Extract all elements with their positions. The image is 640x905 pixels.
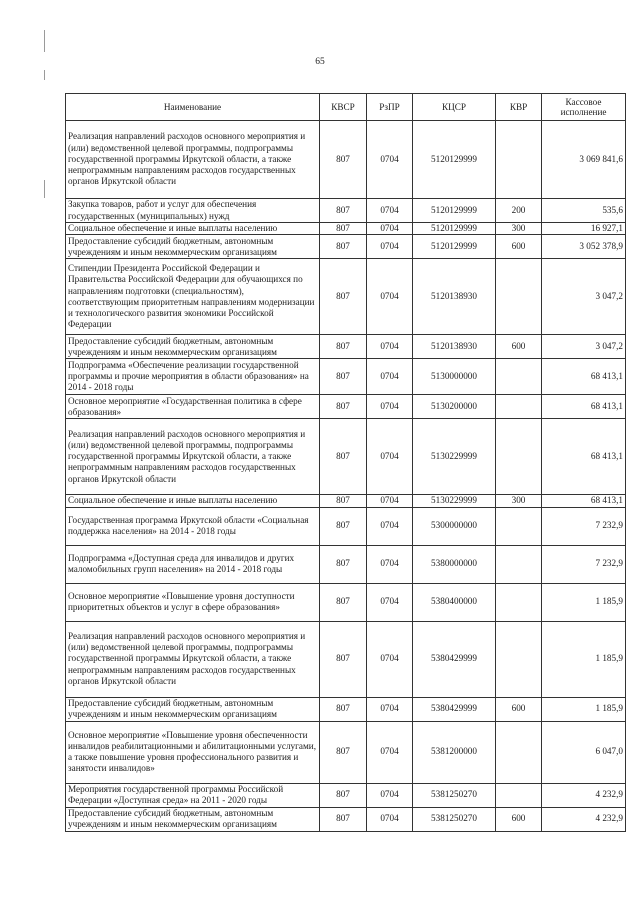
cell-rzpr: 0704	[367, 235, 413, 259]
cell-name: Предоставление субсидий бюджетным, автономным учреждениям и иным некоммерческим организациям	[66, 807, 320, 831]
cell-rzpr: 0704	[367, 359, 413, 395]
cell-name: Стипендии Президента Российской Федерации и Правительства Российской Федерации для обучающихся по направлениям подготовки (специальностям), соответствующим приоритетным направлениям модернизации и технологического развития экономики Российской Федерации	[66, 259, 320, 335]
cell-kvsr: 807	[320, 259, 367, 335]
cell-amount: 1 185,9	[542, 697, 626, 721]
cell-kvr	[496, 395, 542, 419]
cell-kvr	[496, 359, 542, 395]
cell-rzpr: 0704	[367, 495, 413, 507]
cell-kvsr: 807	[320, 783, 367, 807]
cell-kvr	[496, 583, 542, 621]
table-header-row	[66, 94, 626, 121]
table-row	[66, 721, 626, 783]
cell-name: Закупка товаров, работ и услуг для обеспечения государственных (муниципальных) нужд	[66, 199, 320, 223]
cell-amount: 535,6	[542, 199, 626, 223]
cell-amount: 3 052 378,9	[542, 235, 626, 259]
cell-kvsr: 807	[320, 419, 367, 495]
table-row	[66, 697, 626, 721]
cell-kcsr: 5380429999	[413, 621, 496, 697]
cell-kcsr: 5381250270	[413, 783, 496, 807]
cell-kcsr: 5300000000	[413, 507, 496, 545]
cell-kcsr: 5380429999	[413, 697, 496, 721]
cell-kcsr: 5120129999	[413, 223, 496, 235]
cell-kvr	[496, 721, 542, 783]
page-number: 65	[315, 57, 325, 67]
header-kvr: КВР	[496, 94, 542, 121]
cell-name: Основное мероприятие «Государственная политика в сфере образования»	[66, 395, 320, 419]
cell-kvsr: 807	[320, 335, 367, 359]
header-kcsr: КЦСР	[413, 94, 496, 121]
cell-rzpr: 0704	[367, 507, 413, 545]
table-row	[66, 223, 626, 235]
cell-kvr: 300	[496, 223, 542, 235]
table-row	[66, 783, 626, 807]
cell-name: Основное мероприятие «Повышение уровня доступности приоритетных объектов и услуг в сфере образования»	[66, 583, 320, 621]
cell-kvr	[496, 419, 542, 495]
cell-amount: 4 232,9	[542, 807, 626, 831]
header-kvsr: КВСР	[320, 94, 367, 121]
cell-name: Реализация направлений расходов основного мероприятия и (или) ведомственной целевой программы, подпрограммы государственной программы Иркутской области, а также непрограммным направлениям расходов государственных органов Иркутской области	[66, 621, 320, 697]
cell-kcsr: 5120129999	[413, 121, 496, 199]
cell-name: Предоставление субсидий бюджетным, автономным учреждениям и иным некоммерческим организациям	[66, 697, 320, 721]
cell-name: Реализация направлений расходов основного мероприятия и (или) ведомственной целевой программы, подпрограммы государственной программы Иркутской области, а также непрограммным направлениям расходов государственных органов Иркутской области	[66, 419, 320, 495]
cell-rzpr: 0704	[367, 419, 413, 495]
cell-amount: 68 413,1	[542, 495, 626, 507]
cell-amount: 3 047,2	[542, 259, 626, 335]
cell-amount: 7 232,9	[542, 545, 626, 583]
cell-kvsr: 807	[320, 583, 367, 621]
cell-amount: 1 185,9	[542, 621, 626, 697]
header-name: Наименование	[66, 94, 320, 121]
cell-rzpr: 0704	[367, 721, 413, 783]
cell-kvsr: 807	[320, 807, 367, 831]
cell-rzpr: 0704	[367, 783, 413, 807]
cell-kvsr: 807	[320, 223, 367, 235]
cell-kvr	[496, 507, 542, 545]
cell-kcsr: 5130229999	[413, 495, 496, 507]
cell-amount: 3 047,2	[542, 335, 626, 359]
cell-kcsr: 5120138930	[413, 259, 496, 335]
table-row	[66, 419, 626, 495]
cell-name: Социальное обеспечение и иные выплаты населению	[66, 223, 320, 235]
cell-rzpr: 0704	[367, 121, 413, 199]
cell-kvr: 300	[496, 495, 542, 507]
header-rzpr: РзПР	[367, 94, 413, 121]
cell-kcsr: 5381200000	[413, 721, 496, 783]
table-row	[66, 807, 626, 831]
cell-amount: 68 413,1	[542, 359, 626, 395]
cell-kvsr: 807	[320, 507, 367, 545]
cell-kvr: 600	[496, 235, 542, 259]
table-row	[66, 335, 626, 359]
cell-amount: 4 232,9	[542, 783, 626, 807]
cell-amount: 68 413,1	[542, 395, 626, 419]
cell-kcsr: 5130200000	[413, 395, 496, 419]
cell-kvsr: 807	[320, 545, 367, 583]
cell-kvr	[496, 259, 542, 335]
cell-rzpr: 0704	[367, 335, 413, 359]
cell-rzpr: 0704	[367, 223, 413, 235]
cell-kvr	[496, 783, 542, 807]
cell-amount: 16 927,1	[542, 223, 626, 235]
cell-amount: 1 185,9	[542, 583, 626, 621]
cell-kcsr: 5120138930	[413, 335, 496, 359]
cell-name: Предоставление субсидий бюджетным, автономным учреждениям и иным некоммерческим организациям	[66, 235, 320, 259]
cell-rzpr: 0704	[367, 621, 413, 697]
cell-amount: 7 232,9	[542, 507, 626, 545]
cell-name: Государственная программа Иркутской области «Социальная поддержка населения» на 2014 - 2018 годы	[66, 507, 320, 545]
cell-kvsr: 807	[320, 721, 367, 783]
cell-name: Основное мероприятие «Повышение уровня обеспеченности инвалидов реабилитационными и абилитационными услугами, а также повышение уровня профессионального развития и занятости инвалидов»	[66, 721, 320, 783]
cell-name: Реализация направлений расходов основного мероприятия и (или) ведомственной целевой программы, подпрограммы государственной программы Иркутской области, а также непрограммным направлениям расходов государственных органов Иркутской области	[66, 121, 320, 199]
cell-kcsr: 5130000000	[413, 359, 496, 395]
cell-kvr	[496, 121, 542, 199]
header-amount: Кассовое исполнение	[542, 94, 626, 121]
cell-amount: 3 069 841,6	[542, 121, 626, 199]
table-row	[66, 121, 626, 199]
cell-kcsr: 5120129999	[413, 235, 496, 259]
table-row	[66, 259, 626, 335]
cell-rzpr: 0704	[367, 583, 413, 621]
margin-marks	[44, 30, 48, 200]
cell-kcsr: 5380400000	[413, 583, 496, 621]
table-row	[66, 495, 626, 507]
cell-kvsr: 807	[320, 199, 367, 223]
cell-amount: 68 413,1	[542, 419, 626, 495]
cell-kvr: 600	[496, 335, 542, 359]
cell-name: Социальное обеспечение и иные выплаты населению	[66, 495, 320, 507]
cell-kvsr: 807	[320, 697, 367, 721]
cell-amount: 6 047,0	[542, 721, 626, 783]
cell-rzpr: 0704	[367, 807, 413, 831]
cell-name: Предоставление субсидий бюджетным, автономным учреждениям и иным некоммерческим организациям	[66, 335, 320, 359]
cell-kvr	[496, 621, 542, 697]
cell-kcsr: 5130229999	[413, 419, 496, 495]
cell-kvr: 600	[496, 697, 542, 721]
table-row	[66, 621, 626, 697]
cell-kvsr: 807	[320, 359, 367, 395]
cell-name: Подпрограмма «Доступная среда для инвалидов и других маломобильных групп населения» на 2014 - 2018 годы	[66, 545, 320, 583]
cell-rzpr: 0704	[367, 697, 413, 721]
cell-kvsr: 807	[320, 235, 367, 259]
cell-kvr: 600	[496, 807, 542, 831]
cell-kvsr: 807	[320, 621, 367, 697]
table-row	[66, 583, 626, 621]
cell-kcsr: 5380000000	[413, 545, 496, 583]
table-row	[66, 507, 626, 545]
cell-name: Мероприятия государственной программы Российской Федерации «Доступная среда» на 2011 - 2020 годы	[66, 783, 320, 807]
budget-execution-table	[65, 93, 626, 832]
cell-rzpr: 0704	[367, 259, 413, 335]
cell-name: Подпрограмма «Обеспечение реализации государственной программы и прочие мероприятия в области образования» на 2014 - 2018 годы	[66, 359, 320, 395]
cell-kcsr: 5381250270	[413, 807, 496, 831]
cell-kvsr: 807	[320, 495, 367, 507]
cell-rzpr: 0704	[367, 199, 413, 223]
cell-kcsr: 5120129999	[413, 199, 496, 223]
cell-kvsr: 807	[320, 395, 367, 419]
table-row	[66, 545, 626, 583]
cell-kvsr: 807	[320, 121, 367, 199]
table-row	[66, 199, 626, 223]
table-row	[66, 235, 626, 259]
cell-kvr	[496, 545, 542, 583]
table-body	[66, 121, 626, 832]
cell-rzpr: 0704	[367, 395, 413, 419]
cell-rzpr: 0704	[367, 545, 413, 583]
table-row	[66, 359, 626, 395]
cell-kvr: 200	[496, 199, 542, 223]
table-row	[66, 395, 626, 419]
